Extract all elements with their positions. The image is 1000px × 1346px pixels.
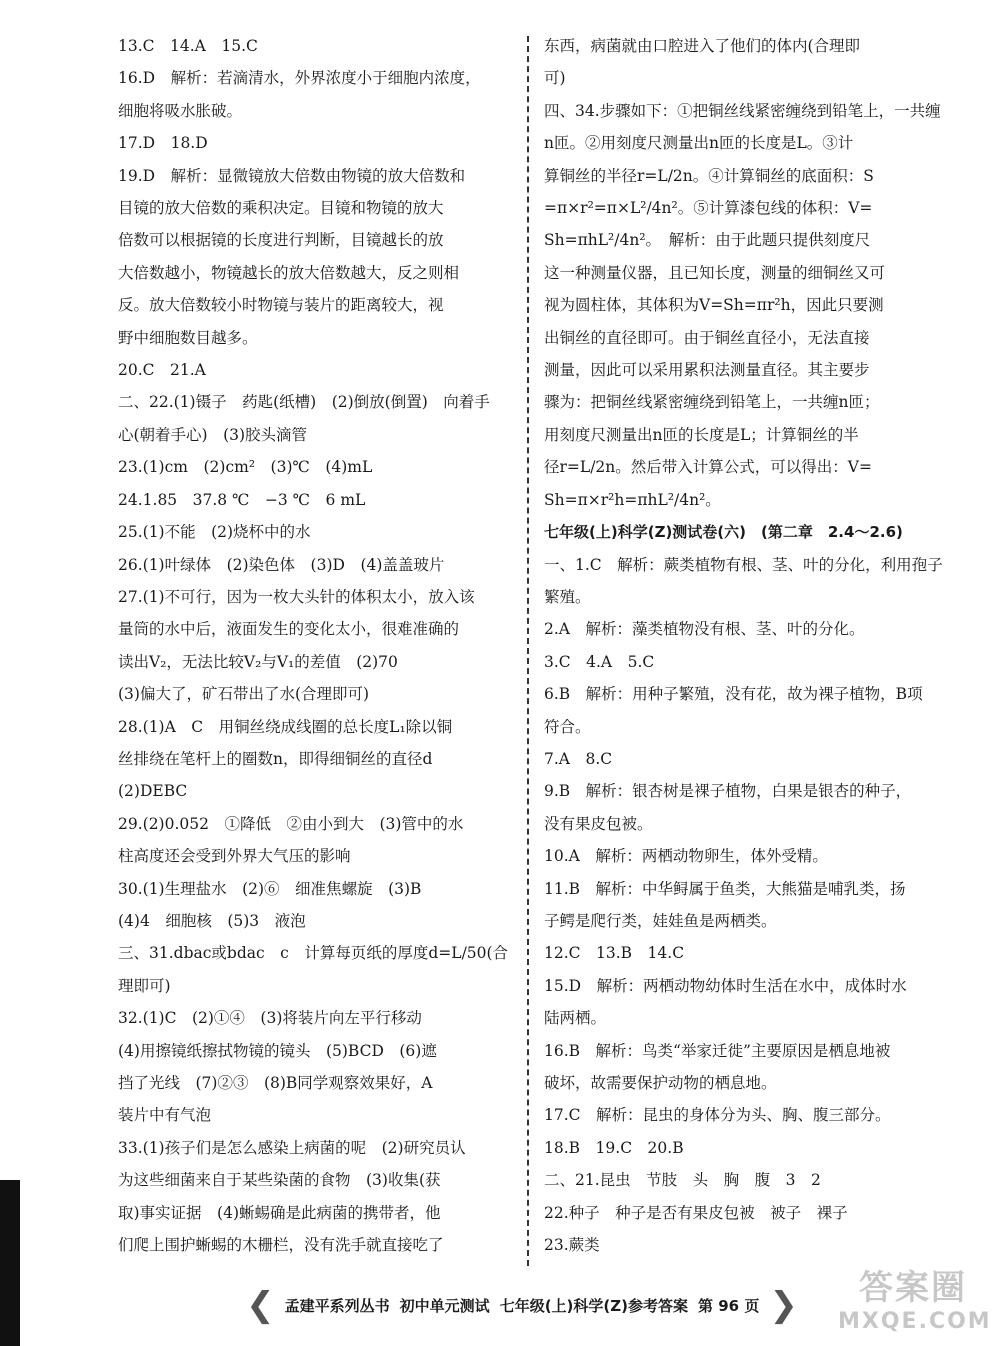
answer-line: 骤为：把铜丝线紧密缠绕到铅笔上，一共缠n匝； [544,393,880,412]
answer-line: 破坏，故需要保护动物的栖息地。 [544,1074,777,1092]
answer-line: 29.(2)0.052 ①降低 ②由小到大 (3)管中的水 [118,814,464,833]
answer-line: n匝。②用刻度尺测量出n匝的长度是L。③计 [544,134,854,153]
answer-line: 东西，病菌就由口腔进入了他们的体内(合理即 [544,37,861,55]
answer-line: 没有果皮包被。 [544,814,653,833]
answer-line: 七年级(上)科学(Z)测试卷(六) (第二章 2.4～2.6) [544,523,903,542]
answer-line: (4)用擦镜纸擦拭物镜的镜头 (5)BCD (6)遮 [118,1041,437,1060]
answer-line: 倍数可以根据镜的长度进行判断，目镜越长的放 [118,231,444,250]
answer-line: (4)4 细胞核 (5)3 液泡 [118,911,306,930]
answer-line: 出铜丝的直径即可。由于铜丝直径小，无法直接 [544,328,870,347]
answer-line: 30.(1)生理盐水 (2)⑥ 细准焦螺旋 (3)B [118,879,422,898]
footer-series: 孟建平系列丛书 [284,1296,390,1315]
answer-line: 测量，因此可以采用累积法测量直径。其主要步 [544,361,870,380]
answer-line: 6.B 解析：用种子繁殖，没有花，故为裸子植物，B项 [544,685,923,704]
answer-line: 27.(1)不可行，因为一枚大头针的体积太小，放入该 [118,587,475,606]
answer-line: 陆两栖。 [544,1009,607,1028]
answer-line: 丝排绕在笔杆上的圈数n，即得细铜丝的直径d [118,749,433,768]
answer-line: 16.B 解析：鸟类“举家迁徙”主要原因是栖息地被 [544,1041,891,1060]
answer-line: 10.A 解析：两栖动物卵生，体外受精。 [544,847,828,866]
watermark-logo: 答案圈 [859,1268,967,1308]
answer-line: 视为圆柱体，其体积为V=Sh=πr²h，因此只要测 [544,296,884,315]
answer-line: 心(朝着手心) (3)胶头滴管 [118,425,308,444]
right-column [544,30,960,1261]
answer-line: 反。放大倍数较小时物镜与装片的距离较大，视 [118,296,444,315]
answer-line: Sh=π×r²h=πhL²/4n²。 [544,490,721,509]
answer-line: 理即可) [118,976,171,995]
answer-line: 一、1.C 解析：蕨类植物有根、茎、叶的分化，利用孢子 [544,555,943,574]
chevron-left-icon: ❮ [246,1285,275,1325]
answer-line: 22.种子 种子是否有果皮包被 被子 裸子 [544,1203,848,1222]
answer-line: 26.(1)叶绿体 (2)染色体 (3)D (4)盖盖玻片 [118,555,445,574]
footer-book: 初中单元测试 [399,1296,490,1315]
footer-subject: 七年级(上)科学(Z)参考答案 [499,1296,688,1315]
answer-line: 15.D 解析：两栖动物幼体时生活在水中，成体时水 [544,976,907,995]
answer-line: 可) [544,69,566,88]
answer-line: 25.(1)不能 (2)烧杯中的水 [118,523,311,542]
answer-line: 读出V₂，无法比较V₂与V₁的差值 (2)70 [118,652,398,671]
answer-line: 18.B 19.C 20.B [544,1138,684,1157]
answer-line: 用刻度尺测量出n匝的长度是L；计算铜丝的半 [544,425,859,444]
column-divider [527,36,529,1266]
answer-line: Sh=πhL²/4n²。 解析：由于此题只提供刻度尺 [544,231,871,250]
answer-line: 24.1.85 37.8 ℃ −3 ℃ 6 mL [118,490,366,509]
answer-line: 大倍数越小，物镜越长的放大倍数越大，反之则相 [118,263,460,282]
answer-line: 繁殖。 [544,587,591,606]
answer-line: 28.(1)A C 用铜丝绕成线圈的总长度L₁除以铜 [118,717,453,736]
answer-line: 四、34.步骤如下：①把铜丝线紧密缠绕到铅笔上，一共缠 [544,101,941,120]
answer-line: 符合。 [544,717,591,736]
answer-line: 这一种测量仪器，且已知长度，测量的细铜丝又可 [544,263,886,282]
watermark-url: MXQE.COM [838,1309,992,1334]
answer-line: 23.蕨类 [544,1236,600,1255]
answer-line: 11.B 解析：中华鲟属于鱼类，大熊猫是哺乳类，扬 [544,879,906,898]
answer-line: (2)DEBC [118,782,188,801]
page-footer [232,1284,812,1326]
answer-line: 7.A 8.C [544,749,613,768]
answer-line: 野中细胞数目越多。 [118,328,258,347]
answer-line: 17.C 解析：昆虫的身体分为头、胸、腹三部分。 [544,1106,891,1125]
answer-line: 3.C 4.A 5.C [544,652,655,671]
answer-line: 33.(1)孩子们是怎么感染上病菌的呢 (2)研究员认 [118,1138,466,1157]
left-column [118,30,518,1261]
answer-line: 子鳄是爬行类，娃娃鱼是两栖类。 [544,911,777,930]
answer-line: 们爬上围护蜥蜴的木栅栏，没有洗手就直接吃了 [118,1236,444,1255]
answer-line: 算铜丝的半径r=L/2n。④计算铜丝的底面积：S [544,166,874,185]
answer-line: (3)偏大了，矿石带出了水(合理即可) [118,685,370,704]
answer-line: 二、22.(1)镊子 药匙(纸槽) (2)倒放(倒置) 向着手 [118,393,490,412]
answer-line: 目镜的放大倍数的乘积决定。目镜和物镜的放大 [118,199,444,218]
answer-line: 二、21.昆虫 节肢 头 胸 腹 3 2 [544,1171,821,1190]
answer-line: 三、31.dbac或bdac c 计算每页纸的厚度d=L/50(合 [118,944,509,963]
answer-line: 为这些细菌来自于某些染菌的食物 (3)收集(获 [118,1171,441,1190]
answer-line: 2.A 解析：藻类植物没有根、茎、叶的分化。 [544,620,865,639]
answer-line: 16.D 解析：若滴清水，外界浓度小于细胞内浓度， [118,69,481,88]
answer-line: 柱高度还会受到外界大气压的影响 [118,847,351,866]
answer-line: 9.B 解析：银杏树是裸子植物，白果是银杏的种子， [544,782,912,801]
footer-page-number: 第 96 页 [698,1296,760,1315]
answer-line: =π×r²=π×L²/4n²。⑤计算漆包线的体积：V= [544,199,873,218]
answer-line: 装片中有气泡 [118,1106,212,1125]
answer-line: 19.D 解析：显微镜放大倍数由物镜的放大倍数和 [118,166,466,185]
answer-line: 23.(1)cm (2)cm² (3)℃ (4)mL [118,458,373,477]
answer-line: 径r=L/2n。然后带入计算公式，可以得出：V= [544,458,872,477]
watermark [838,1260,992,1340]
answer-line: 挡了光线 (7)②③ (8)B同学观察效果好，A [118,1074,433,1092]
answer-line: 12.C 13.B 14.C [544,944,685,963]
answer-line: 13.C 14.A 15.C [118,37,258,55]
answer-line: 20.C 21.A [118,361,206,380]
answer-line: 32.(1)C (2)①④ (3)将装片向左平行移动 [118,1009,422,1028]
answer-line: 17.D 18.D [118,134,208,153]
answer-line: 取)事实证据 (4)蜥蜴确是此病菌的携带者，他 [118,1203,441,1222]
chevron-right-icon: ❯ [769,1285,798,1325]
answer-line: 量筒的水中后，液面发生的变化太小，很难准确的 [118,620,460,639]
book-spine-edge [0,1180,20,1346]
answer-line: 细胞将吸水胀破。 [118,101,243,120]
